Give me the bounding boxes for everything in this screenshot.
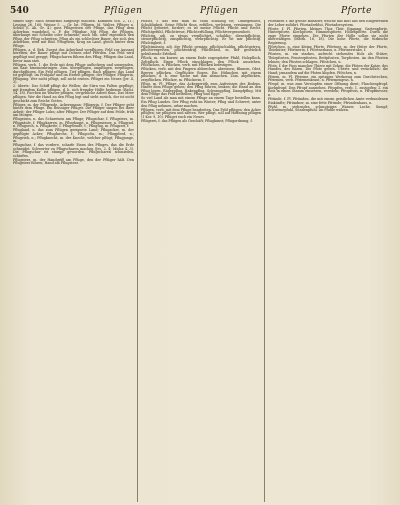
running-head-middle: Pflügen xyxy=(200,6,239,16)
page-number: 540 xyxy=(10,6,29,16)
entry-paragraph: Pfosten, m. ein starkes, aufrecht stehendes Holz als Stütze; Thürpfosten, Fensterpfosten, Bettpfosten, Torpfosten. An den Pfosten lehnen; den Pfosten schlagen. Pföstchen, n. xyxy=(268,52,388,64)
entry-paragraph: So viel Land als man mit einem Pfluge an einem Tage bestellen kann. Ein Pflug Landes. Der Pflug ruht im Winter; Pflug und Schwert; unter den Pflug nehmen, urbar machen. xyxy=(141,96,261,108)
entry-paragraph: Pflicht, f. das was man zu thun schuldig ist; Obliegenheit, Schuldigkeit. Seine Pflicht thun, erfüllen, verletzen, versäumen. Die Pflicht gebietet, fordert; es ist meine Pflicht. Pflicht und Recht. Pflichtgefühl, Pflichttreue, Pflichterfüllung, Pflichtvergessenheit. xyxy=(141,20,261,34)
entry-paragraph: Pflock, m. ein kurzer, an einem Ende zugespitzter Pfahl; Holzpflock, Zeltpflock. Einen Pflock einschlagen; den Pflock ausziehen. Pflöckchen, n. Pflöcken, verb. mit Pflöcken befestigen. xyxy=(141,55,261,68)
entry-paragraph: Pfuhl, m. stehendes, schmutziges Wasser, Lache, Sumpf; Schweinepfuhl, Sündenpfuhl. Im Pfuhle wälzen. xyxy=(268,104,388,113)
entry-paragraph: Pfortader, f. die grosse Blutader, welche das Blut aus den Eingeweiden der Leber zuführt. Pfortaderblut, Pfortadersystem. xyxy=(268,20,388,27)
entry-paragraph: Pflügen, a. d. Bek. Zuerst das Ackerland vorpflügen, Feld zur Aussaat bereiten; der Bauer pflügt mit Ochsen oder Pferden. Das Feld wird gepflügt und geeggt; Pflugscharen führen den Pflug; Pflügen das Land, bevor man säet. xyxy=(13,47,134,63)
column-right xyxy=(264,20,391,502)
entry-paragraph: Pflügen, verb. mit dem Pfluge bearbeiten. Das Feld pflügen; den Acker pflügen; sie pflügten und säeten. Wer pflügt, soll auf Hoffnung pflügen (1 Kor. 9, 10). Pflüget euch ein Neues. xyxy=(141,107,261,119)
entry-paragraph: Pflichtig, adj. zu etwas verpflichtet, schuldig; dienstpflichtig, steuerpflichtig, zinspflichtig, wehrpflichtig. Er ist mir pflichtig. Pflichtigkeit, f. xyxy=(141,33,261,45)
entry-paragraph: Pfropf, m. was zum Verstopfen einer Öffnung dient; Flaschenpfropf, Korkpfropf. Den Pfropf ausziehen. Pfropfen, verb. 1. zustopfen; 2. ein Reis in einen Stamm einsetzen, veredeln; Pfropfreis, n. Pfropfmesser, n. xyxy=(268,82,388,97)
entry-paragraph: Pflug, m. Pl. Pflüge, das Ackergeräth zum Aufreissen des Bodens. Hinter dem Pfluge gehen; den Pflug führen, lenken; die Hand an den Pflug legen. Räderpflug, Hakenpflug, Schwingpflug, Dampfpflug. Mit dem Pfluge das Feld bestellen; Pflug und Egge. xyxy=(141,81,261,97)
entry-paragraph: Pflugeisen, n. das Schareisen am Pfluge; Pflugschar, f. Pflugsterz, m. Pflugsäule, f. Pflugkarren, m. Pflughaupt, n. Pflugmesser, n. Pflugrad, n. Pflugsech, n. Pflugkette, f. Pflugwende, f.; Pflugtag, m. Pflugzeit, f. xyxy=(13,117,134,129)
entry-paragraph: Pflugsterz, m. der Handgriff am Pfluge, den der Pflüger hält. Den Pflugsterz führen; Hand am Pflugsterz. xyxy=(13,157,134,166)
running-head-right: Pforte xyxy=(340,6,372,16)
entry-paragraph: sinnes sagt: nach Bedürfnis aufgelegt machen. Kommen sch. 2, 11.; Lessing 26, 160; Weisse 5. — Gr. lat. Pflügen, M. Walter, Pflüger n. Schild (I. Ak. Gr. 4.) guss Pflügerisen der Pflüge, das Pflug dem Ackerbau wandelnd, u. P. die Pflügbar. Mit Pflug, die Pflügen, überhaupt mit Scheibe oder Schneide; noch Mb. oder eigentlich den Pflug, der Pflug schreiten; Pflug als ein schlechter Bauer, der sich den Ackerbau, wird mit Rüd. Pflugstein, Krug an Land, gleich hinter dem Pfluge. xyxy=(13,20,134,48)
column-middle xyxy=(137,20,264,502)
running-head-left: Pflügen xyxy=(104,6,143,16)
entry-paragraph: Pfote, f. der Fuss mancher Thiere mit Zehen; die Pfoten der Katze, des Hundes, des Bären. Die Pfote geben. Übertr. und verächtlich: die Hand; jemandem auf die Pfoten klopfen. Pfötchen, n. xyxy=(268,63,388,75)
entry-paragraph: Pflücken, verb. mit den Fingern abbrechen, abreissen; Blumen, Obst, Beeren pflücken. Gepflückte Rosen. Ein Hühnchen mit einem pflücken, d. h. eine Sache mit ihm abmachen. Zsm. abpflücken, zerpflücken. Pflücker, m. Pflückerin, f. xyxy=(141,67,261,82)
entry-paragraph: Pflügerei, f. das Pflügen als Geschäft; Pflugkunst; Pflugordnung, f. xyxy=(141,118,253,123)
entry-paragraph: Pflugschar, f. das vordere, scharfe Eisen des Pfluges, das die Erde schneidet. Schwerter zu Pflugscharen machen (Jes. 2, 4; Micha 4, 3). Die Pflugschar ist stumpf geworden. Pflugscharen schmieden, schärfen. xyxy=(13,143,134,158)
entry-paragraph: 2. übertr.: Das Schiff pflügt die Wellen; die Stirn von Falten gepflügt; mit fremdem Kalbe pflügen, d. h. sich fremder Hülfe bedienen (Richt. 14, 18). Furchen im Wasser pflügen, vergebliche Arbeit thun. Das Meer pflügen. Wer die Hand an den Pflug legt und sieht zurück, der ist nicht geschickt zum Reiche Gottes. xyxy=(13,84,134,103)
entry-paragraph: Pflügen, verb. 1. die Erde mit dem Pfluge auflockern und umwenden, um Saat hineinzubringen. Zsm. überpflügen, umpflügen, zerpflügen, durchpflügen. Ein Feld pflügen. Tief pflügen, flach pflügen; das Land ist gepflügt. Im Frühjahr und im Herbst pflügen; der Pflüger, Pflügerin, Pflügung. Wer nicht pflügt, soll nicht ernten. Pflüget ein Neues (Jer. 4, 3). xyxy=(13,62,134,85)
entry-paragraph: Pflugland, n. das zum Pflügen geeignete Land; Pflugacker, m. der gepflügte Acker; Pflugfurche, f.; Pflugochs, m.; Pflugpferd, n.; Pflugvieh, n.; Pflugknecht, m. der Knecht, welcher pflügt; Pflugjunge, m. xyxy=(13,128,134,144)
entry-paragraph: Pflichtmässig, adj. der Pflicht gemäss; pflichtschuldig, pflichtgetreu, pflichtvergessen, pflichtwidrig. Pflichttheil, m. der gesetzlich gebührende Erbtheil. xyxy=(141,44,261,56)
entry-paragraph: Pfriem, m. Pl. Pfrieme, ein spitziges Werkzeug zum Durchstechen; Pfriemen, verb. Pfriemenkraut, n. Pfriemengras, n. xyxy=(268,74,388,83)
entry-paragraph: Pförtchen, n. eine kleine Pforte. Pförtner, m. der Hüter der Pforte, Thürhüter; Pförtnerin, f. Pförtnerhaus, n. Pförtnerstube, f. xyxy=(268,44,388,53)
column-left xyxy=(10,20,137,502)
entry-paragraph: Pflüger, m. der Pflügende, Ackersmann; Pflügerin, f. Der Pflüger geht hinter dem Pfluge. Ein fleissiger Pflüger. Die Pflüger singen bei ihrer Arbeit; der Pflüger Lohn; alter Pflüger. Der Pflüger auf dem Felde, früh am Morgen. xyxy=(13,102,134,118)
text-columns xyxy=(10,20,392,502)
entry-paragraph: Pforte, f. Pl. Pforten, kleines Thor, Thür, Eingang; Gartenpforte, Hinterpforte, Kirchpforte, Himmelspforte, Höllenpforte. Durch die enge Pforte eingehen. Die Pforten der Hölle sollen sie nicht überwältigen (Matth. 16, 18). Die hohe Pforte, die türkische Regierung. xyxy=(268,26,388,45)
entry-paragraph: Pfründe, f. Pl. Pfründen, die mit einem geistlichen Amte verbundenen Einkünfte; Pfründner, m. eine fette Pfründe; Pfründenhaus, n. xyxy=(268,96,388,105)
page-header xyxy=(10,4,392,18)
